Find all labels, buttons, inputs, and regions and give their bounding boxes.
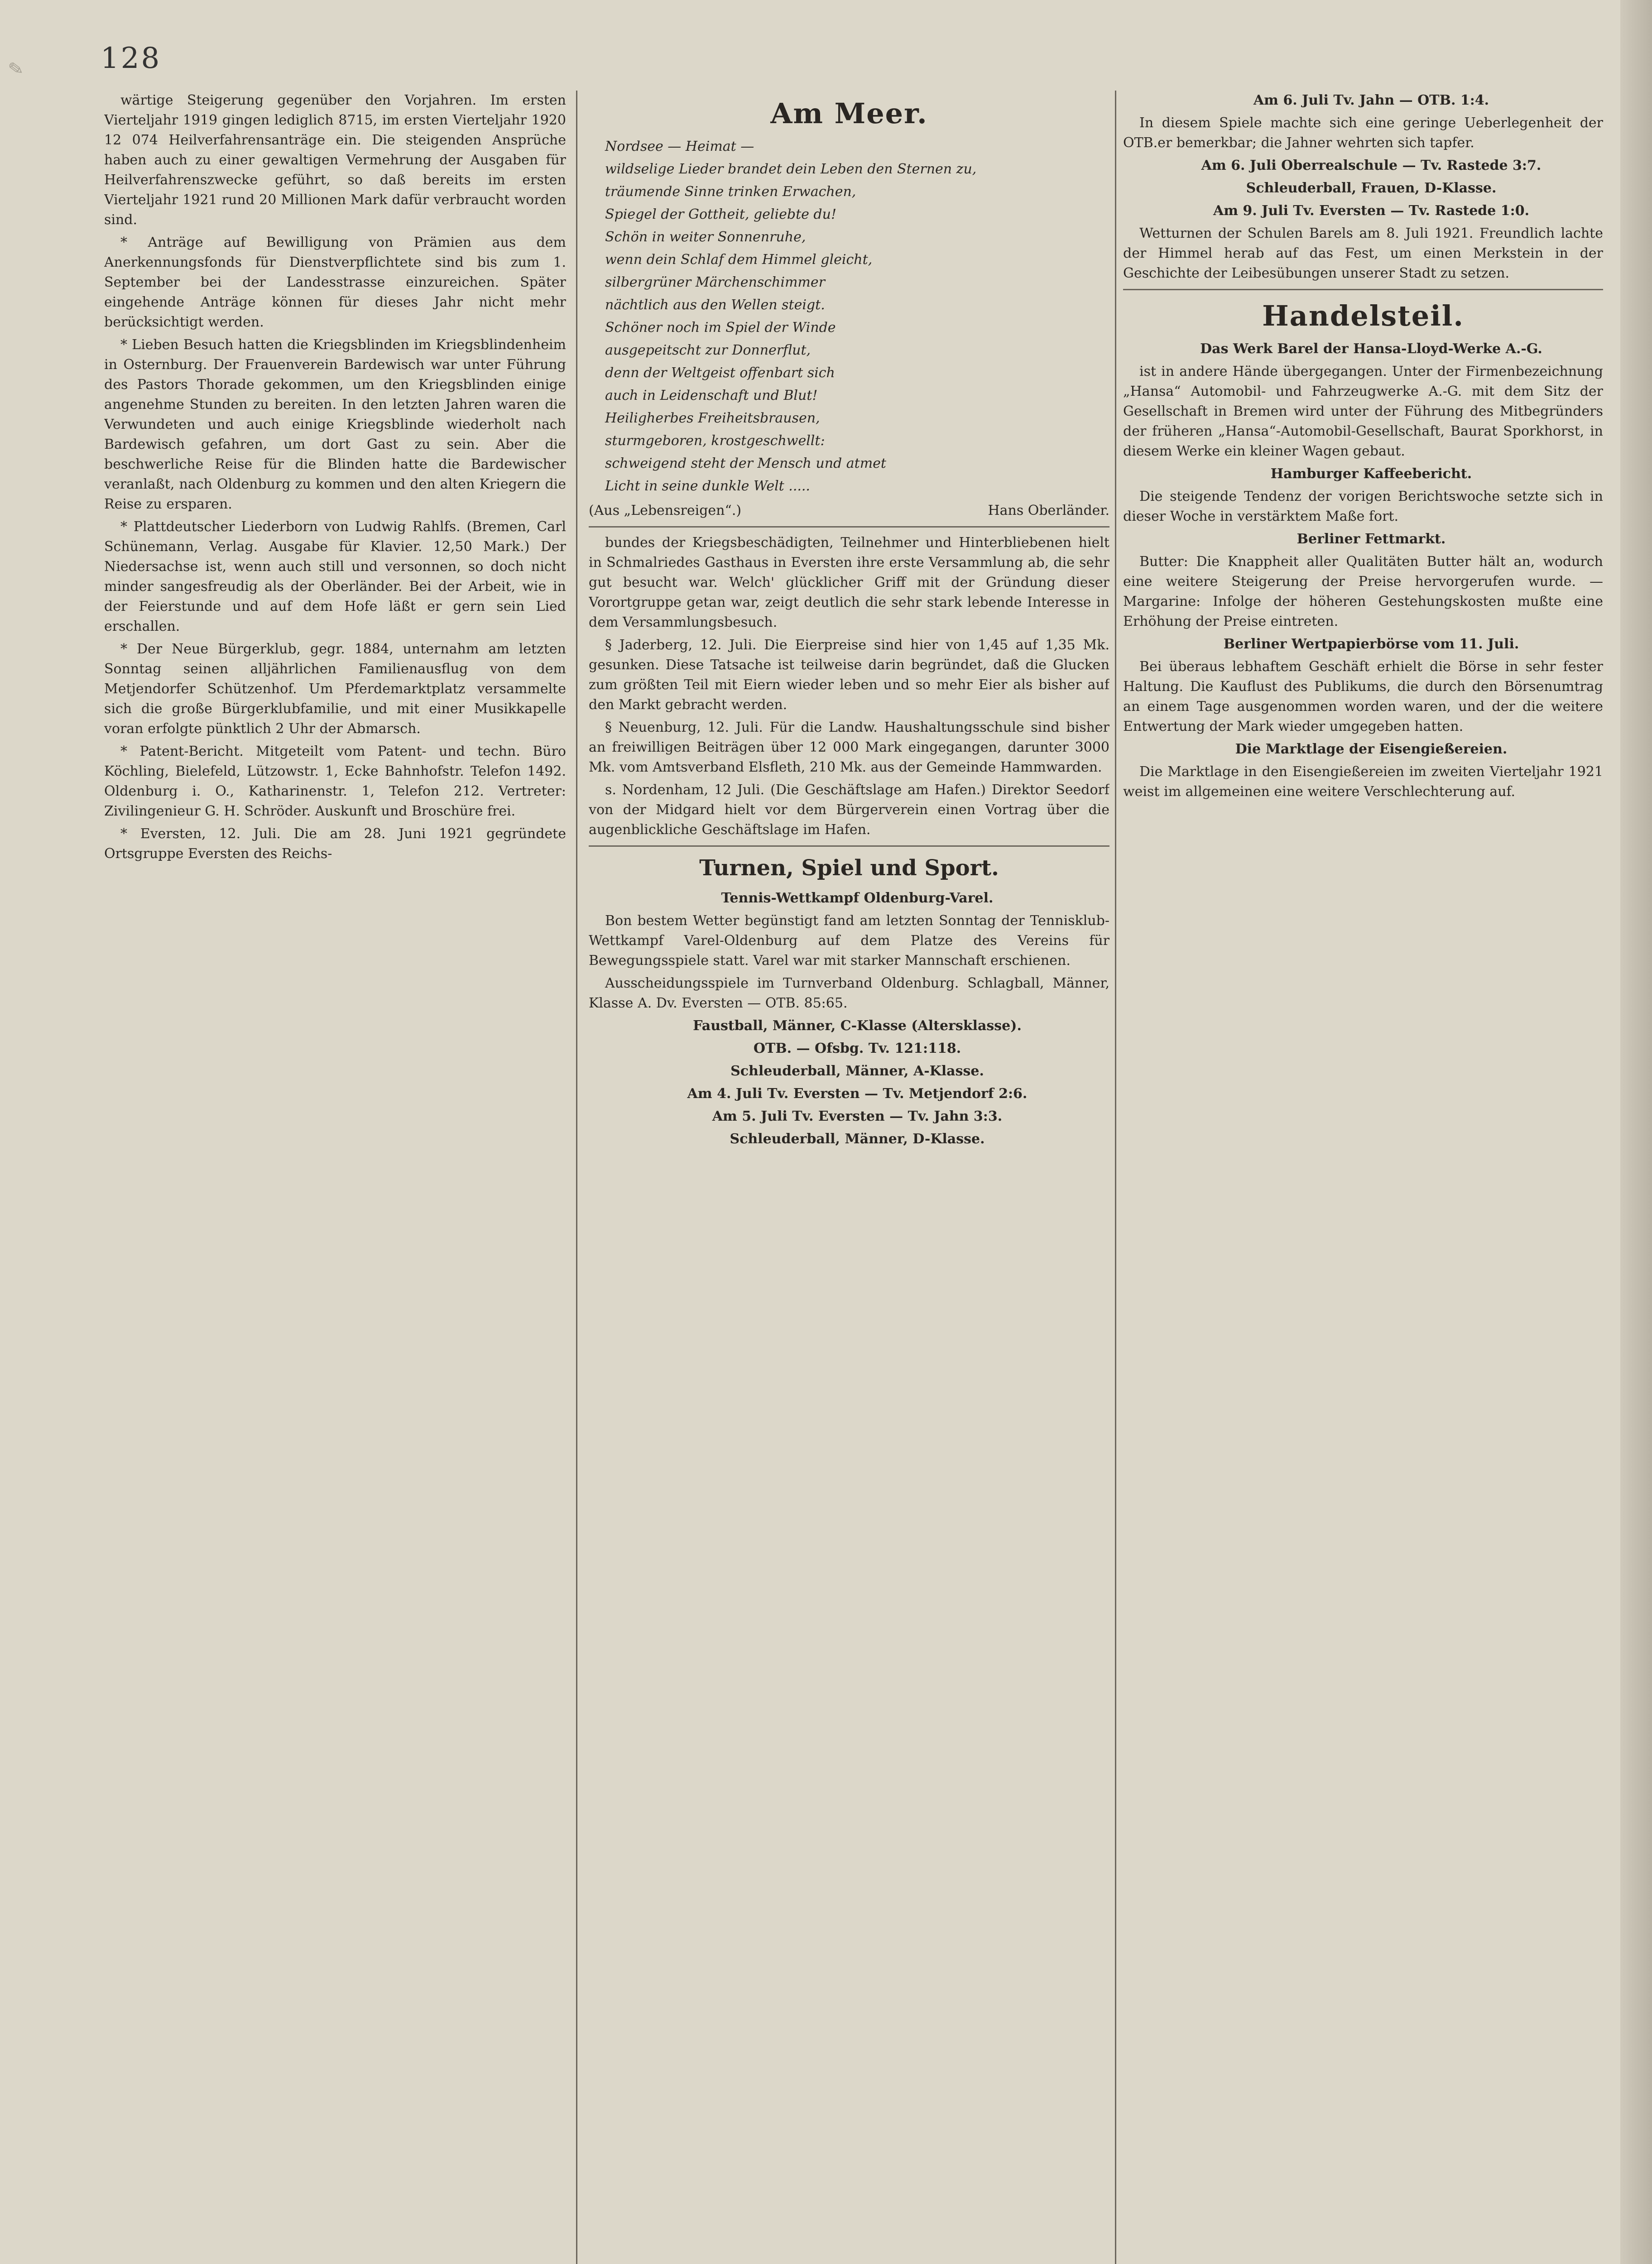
sports-paragraph: Bon bestem Wetter begünstigt fand am letzten Sonntag der Tennisklub-Wettkampf Varel-Oldenburg auf dem Platze des Vereins für Bewegungsspiele statt. Varel war mit starker Mannschaft erschienen. xyxy=(589,913,1109,969)
article-paragraph: In diesem Spiele machte sich eine geringe Ueberlegenheit der OTB.er bemerkbar; die Jahner wehrten sich tapfer. xyxy=(1123,115,1603,151)
poem-line: denn der Weltgeist offenbart sich xyxy=(605,365,835,381)
column-divider xyxy=(1115,91,1116,2264)
commerce-subheading: Hamburger Kaffeebericht. xyxy=(1270,466,1472,482)
article-paragraph: Wetturnen der Schulen Barels am 8. Juli 1921. Freundlich lachte der Himmel herab auf das Fest, um einen Merkstein in der Geschichte der Leibesübungen unserer Stadt zu setzen. xyxy=(1123,225,1603,281)
page-number: 128 xyxy=(101,42,162,75)
sports-paragraph: Schleuderball, Männer, A-Klasse. xyxy=(730,1063,984,1079)
commerce-paragraph: Bei überaus lebhaftem Geschäft erhielt die Börse in sehr fester Haltung. Die Kauflust des Publikums, die durch den Börsenumtrag an einem Tage ausgenommen worden waren, und der die weitere Entwertung der Mark wieder umgegeben hatten. xyxy=(1123,659,1603,734)
article-paragraph: § Jaderberg, 12. Juli. Die Eierpreise sind hier von 1,45 auf 1,35 Mk. gesunken. Diese Tatsache ist teilweise darin begründet, daß die Glucken zum größten Teil mit Eiern wieder leben und so mehr Eier als bisher auf den Markt gebracht werden. xyxy=(589,637,1109,713)
article-paragraph: Am 6. Juli Oberrealschule — Tv. Rastede 3:7. xyxy=(1201,158,1542,173)
page-fold-shadow xyxy=(1620,0,1652,2264)
poem-footer xyxy=(589,501,1109,521)
column-1 xyxy=(104,91,566,2264)
article-paragraph: Schleuderball, Frauen, D-Klasse. xyxy=(1246,180,1497,196)
poem-line: nächtlich aus den Wellen steigt. xyxy=(605,297,825,313)
article-paragraph: * Eversten, 12. Juli. Die am 28. Juni 1921 gegründete Ortsgruppe Eversten des Reichs- xyxy=(104,826,566,862)
column-3 xyxy=(1123,91,1603,2264)
article-paragraph: * Der Neue Bürgerklub, gegr. 1884, unternahm am letzten Sonntag seinen alljährlichen Familienausflug von dem Metjendorfer Schützenhof. Um Pferdemarktplatz versammelte sich die große Bürgerklubfamilie, und mit einer Musikkapelle voran erfolgte pünktlich 2 Uhr der Abmarsch. xyxy=(104,641,566,737)
article-paragraph: Am 6. Juli Tv. Jahn — OTB. 1:4. xyxy=(1253,92,1489,108)
commerce-subheading: Das Werk Barel der Hansa-Lloyd-Werke A.-G. xyxy=(1200,341,1542,357)
sports-heading: Turnen, Spiel und Sport. xyxy=(699,855,999,881)
poem-line: silbergrüner Märchenschimmer xyxy=(605,274,825,290)
commerce-heading: Handelsteil. xyxy=(1262,299,1464,332)
sports-paragraph: Am 5. Juli Tv. Eversten — Tv. Jahn 3:3. xyxy=(712,1108,1003,1124)
commerce-paragraph: Die steigende Tendenz der vorigen Berichtswoche setzte sich in dieser Woche in verstärktem Maße fort. xyxy=(1123,489,1603,524)
poem-line: Schön in weiter Sonnenruhe, xyxy=(605,229,806,245)
sports-paragraph: Ausscheidungsspiele im Turnverband Oldenburg. Schlagball, Männer, Klasse A. Dv. Eversten — OTB. 85:65. xyxy=(589,975,1109,1011)
article-paragraph: § Neuenburg, 12. Juli. Für die Landw. Haushaltungsschule sind bisher an freiwilligen Beiträgen über 12 000 Mark eingegangen, darunter 3000 Mk. vom Amtsverband Elsfleth, 210 Mk. aus der Gemeinde Hammwarden. xyxy=(589,719,1109,775)
poem xyxy=(589,137,1109,521)
column-2 xyxy=(589,91,1109,2264)
commerce-subheading: Berliner Fettmarkt. xyxy=(1297,531,1446,547)
commerce-paragraph: ist in andere Hände übergegangen. Unter der Firmenbezeichnung „Hansa“ Automobil- und Fahrzeugwerke A.-G. mit dem Sitz der Gesellschaft in Bremen wird unter der Führung des Mitbegründers der früheren „Hansa“-Automobil-Gesellschaft, Baurat Sporkhorst, in diesem Werke ein kleiner Wagen gebaut. xyxy=(1123,364,1603,459)
section-divider xyxy=(589,526,1109,528)
poem-title: Am Meer. xyxy=(770,97,928,130)
poem-line: auch in Leidenschaft und Blut! xyxy=(605,388,818,403)
poem-line: träumende Sinne trinken Erwachen, xyxy=(605,184,856,200)
archive-stamp-icon: ✎ xyxy=(7,58,25,81)
poem-line: wenn dein Schlaf dem Himmel gleicht, xyxy=(605,252,873,268)
poem-line: schweigend steht der Mensch und atmet xyxy=(605,456,886,471)
poem-line: ausgepeitscht zur Donnerflut, xyxy=(605,342,811,358)
poem-line: Spiegel der Gottheit, geliebte du! xyxy=(605,206,836,222)
column-divider xyxy=(576,91,577,2264)
article-paragraph: s. Nordenham, 12 Juli. (Die Geschäftslage am Hafen.) Direktor Seedorf von der Midgard hielt vor dem Bürgerverein einen Vortrag über die augenblickliche Geschäftslage im Hafen. xyxy=(589,782,1109,838)
commerce-paragraph: Die Marktlage in den Eisengießereien im zweiten Vierteljahr 1921 weist im allgemeinen eine weitere Verschlechterung auf. xyxy=(1123,764,1603,800)
poem-line: Nordsee — Heimat — xyxy=(605,139,754,154)
article-paragraph: * Anträge auf Bewilligung von Prämien aus dem Anerkennungsfonds für Dienstverpflichtete sind bis zum 1. September bei der Landesstrasse einzureichen. Später eingehende Anträge können für dieses Jahr nicht mehr berücksichtigt werden. xyxy=(104,235,566,330)
sports-paragraph: Am 4. Juli Tv. Eversten — Tv. Metjendorf 2:6. xyxy=(687,1086,1028,1102)
poem-line: sturmgeboren, krostgeschwellt: xyxy=(605,433,825,449)
poem-source: (Aus „Lebensreigen“.) xyxy=(589,503,742,518)
commerce-paragraph: Butter: Die Knappheit aller Qualitäten Butter hält an, wodurch eine weitere Steigerung der Preise hervorgerufen wurde. — Margarine: Infolge der höheren Gestehungskosten mußte eine Erhöhung der Preise eintreten. xyxy=(1123,554,1603,629)
section-divider xyxy=(589,845,1109,847)
article-paragraph: Am 9. Juli Tv. Eversten — Tv. Rastede 1:0. xyxy=(1213,203,1530,219)
poem-line: Licht in seine dunkle Welt ..... xyxy=(605,478,810,494)
article-paragraph: wärtige Steigerung gegenüber den Vorjahren. Im ersten Vierteljahr 1919 gingen lediglich 8715, im ersten Vierteljahr 1920 12 074 Heilverfahrensanträge ein. Die steigenden Ansprüche haben auch zu einer gewaltigen Vermehrung der Ausgaben für Heilverfahrenszwecke geführt, so daß bereits im ersten Vierteljahr 1921 rund 20 Millionen Mark dafür verbraucht worden sind. xyxy=(104,92,566,228)
poem-line: Heiligherbes Freiheitsbrausen, xyxy=(605,410,820,426)
article-paragraph: * Patent-Bericht. Mitgeteilt vom Patent- und techn. Büro Köchling, Bielefeld, Lützowstr. 1, Ecke Bahnhofstr. Telefon 1492. Oldenburg i. O., Katharinenstr. 1, Telefon 212. Vertreter: Zivilingenieur G. H. Schröder. Auskunft und Broschüre frei. xyxy=(104,743,566,819)
poem-line: wildseligе Lieder brandet dein Leben den Sternen zu, xyxy=(605,161,977,177)
article-paragraph: * Lieben Besuch hatten die Kriegsblinden im Kriegsblindenheim in Osternburg. Der Frauenverein Bardewisch war unter Führung des Pastors Thorade gekommen, um den Kriegsblinden einige angenehme Stunden zu bereiten. In den letzten Jahren waren die Verwundeten und auch einige Kriegsblinde wiederholt nach Bardewisch gefahren, um dort Gast zu sein. Aber die beschwerliche Reise für die Blinden hatte die Bardewischer veranlaßt, nach Oldenburg zu kommen und den alten Kriegern die Reise zu ersparen. xyxy=(104,337,566,512)
sports-paragraph: Schleuderball, Männer, D-Klasse. xyxy=(730,1131,985,1147)
sports-subheading: Tennis-Wettkampf Oldenburg-Varel. xyxy=(721,890,994,906)
commerce-subheading: Die Marktlage der Eisengießereien. xyxy=(1235,741,1508,757)
section-divider xyxy=(1123,289,1603,290)
article-paragraph: bundes der Kriegsbeschädigten, Teilnehmer und Hinterbliebenen hielt in Schmalriedes Gasthaus in Eversten ihre erste Versammlung ab, die sehr gut besucht war. Welch' glücklicher Griff mit der Gründung dieser Vorortgruppe getan war, zeigt deutlich die sehr stark lebende Interesse in dem Versammlungsbesuch. xyxy=(589,535,1109,630)
poem-author: Hans Oberländer. xyxy=(988,503,1109,518)
poem-line: Schöner noch im Spiel der Winde xyxy=(605,320,836,336)
sports-paragraph: OTB. — Ofsbg. Tv. 121:118. xyxy=(753,1041,961,1056)
article-paragraph: * Plattdeutscher Liederborn von Ludwig Rahlfs. (Bremen, Carl Schünemann, Verlag. Ausgabe für Klavier. 12,50 Mark.) Der Niedersachse ist, wenn auch still und versonnen, so doch nicht minder sangesfreudig als der Oberländer. Bei der Arbeit, wie in der Feierstunde und auf dem Hofe läßt er gern sein Lied erschallen. xyxy=(104,519,566,634)
commerce-subheading: Berliner Wertpapierbörse vom 11. Juli. xyxy=(1223,636,1519,652)
sports-paragraph: Faustball, Männer, C-Klasse (Altersklasse). xyxy=(693,1018,1022,1034)
